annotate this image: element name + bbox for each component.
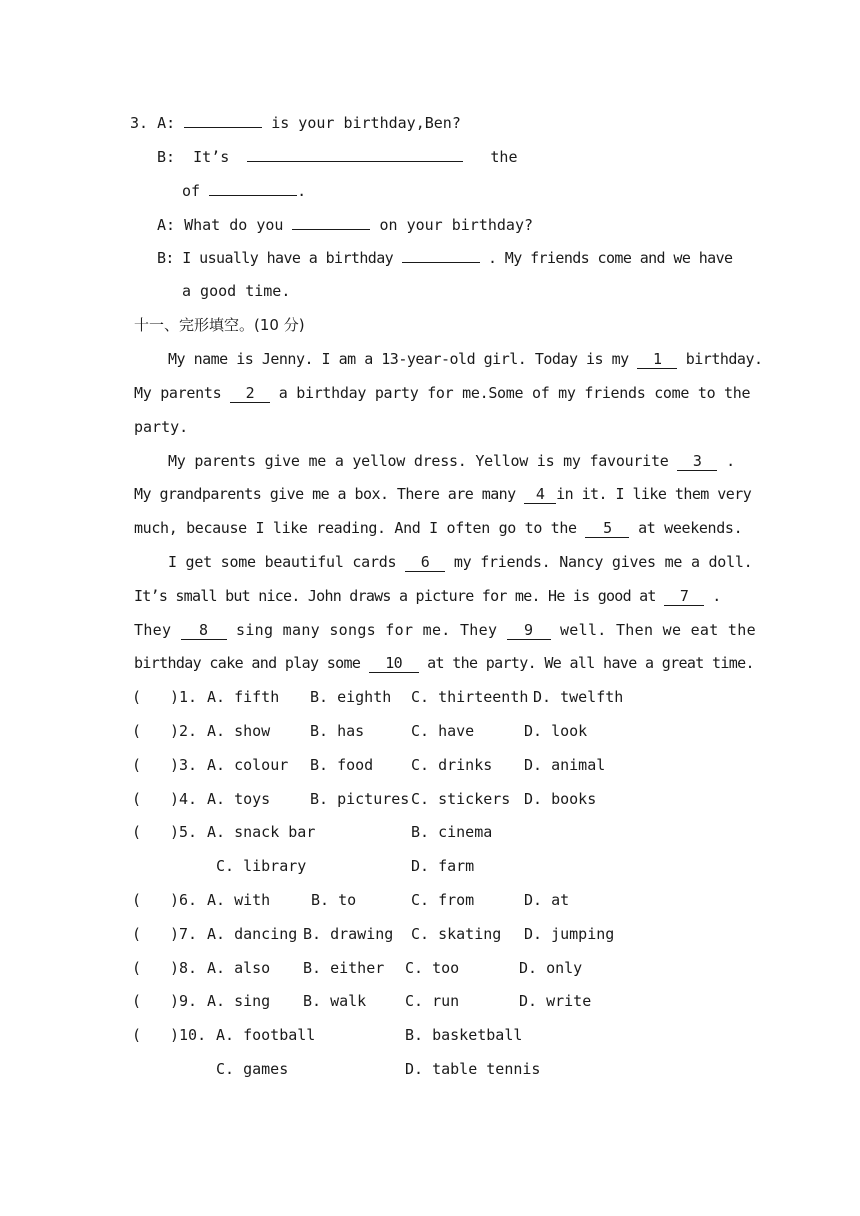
answer-paren[interactable]: ( bbox=[132, 992, 142, 1010]
section-title: 十一、完形填空。 bbox=[134, 316, 255, 334]
option-d[interactable]: D. farm bbox=[411, 857, 475, 875]
option-d[interactable]: D. look bbox=[524, 722, 588, 740]
option-b[interactable]: B. has bbox=[310, 722, 365, 740]
speaker-a: A: bbox=[157, 114, 176, 132]
passage-line bbox=[134, 383, 750, 403]
option-c[interactable]: C. library bbox=[216, 857, 307, 875]
q3-line-2 bbox=[157, 146, 518, 167]
blank-number[interactable]: 8 bbox=[181, 622, 227, 640]
option-a[interactable]: A. toys bbox=[207, 790, 271, 808]
option-c[interactable]: C. have bbox=[411, 722, 475, 740]
passage-text: in it. I like them very bbox=[556, 485, 752, 503]
dialog-text: . bbox=[297, 182, 307, 200]
passage-line bbox=[134, 586, 721, 606]
dialog-text: on your birthday? bbox=[379, 216, 534, 234]
dialog-text: A: What do you bbox=[157, 216, 284, 234]
answer-blank[interactable] bbox=[184, 112, 262, 128]
blank-number[interactable]: 1 bbox=[637, 351, 677, 369]
passage-text: birthday. bbox=[685, 350, 763, 368]
option-a[interactable]: A. sing bbox=[207, 992, 271, 1010]
passage-line bbox=[134, 484, 751, 504]
blank-number[interactable]: 6 bbox=[405, 554, 445, 572]
passage-line bbox=[134, 653, 754, 673]
answer-paren[interactable]: ( bbox=[132, 925, 142, 943]
q3-line-1 bbox=[130, 112, 461, 133]
passage-line bbox=[134, 518, 742, 538]
passage-line bbox=[134, 417, 188, 437]
question-number: )3. bbox=[170, 756, 198, 774]
option-c[interactable]: C. thirteenth bbox=[411, 688, 529, 706]
option-c[interactable]: C. from bbox=[411, 891, 475, 909]
answer-paren[interactable]: ( bbox=[132, 1026, 142, 1044]
option-c[interactable]: C. run bbox=[405, 992, 460, 1010]
answer-blank[interactable] bbox=[292, 214, 370, 230]
blank-number[interactable]: 4 bbox=[524, 486, 556, 504]
q3-line-3 bbox=[182, 180, 306, 201]
option-a[interactable]: A. snack bar bbox=[207, 823, 316, 841]
option-c[interactable]: C. games bbox=[216, 1060, 289, 1078]
option-a[interactable]: A. show bbox=[207, 722, 271, 740]
blank-number[interactable]: 2 bbox=[230, 385, 270, 403]
option-a[interactable]: A. football bbox=[216, 1026, 316, 1044]
dialog-text: B: I usually have a birthday bbox=[157, 249, 394, 267]
dialog-text: of bbox=[182, 182, 201, 200]
passage-text: at the party. We all have a great time. bbox=[427, 654, 754, 672]
option-c[interactable]: C. too bbox=[405, 959, 460, 977]
question-number: )4. bbox=[170, 790, 198, 808]
passage-line bbox=[134, 620, 756, 640]
option-d[interactable]: D. only bbox=[519, 959, 583, 977]
passage-line bbox=[168, 552, 752, 572]
blank-number[interactable]: 9 bbox=[507, 622, 551, 640]
option-b[interactable]: B. eighth bbox=[310, 688, 392, 706]
passage-text: my friends. Nancy gives me a doll. bbox=[453, 553, 753, 571]
answer-blank[interactable] bbox=[209, 180, 297, 196]
option-b[interactable]: B. drawing bbox=[303, 925, 394, 943]
dialog-text: It’s bbox=[193, 148, 230, 166]
question-number: )5. bbox=[170, 823, 198, 841]
passage-text: My name is Jenny. I am a 13-year-old girl. Today is my bbox=[168, 350, 629, 368]
question-number: )9. bbox=[170, 992, 198, 1010]
section-score: (10 分) bbox=[254, 316, 305, 334]
passage-text: I get some beautiful cards bbox=[168, 553, 397, 571]
option-d[interactable]: D. table tennis bbox=[405, 1060, 541, 1078]
blank-number[interactable]: 7 bbox=[664, 588, 704, 606]
option-d[interactable]: D. books bbox=[524, 790, 597, 808]
passage-text: . bbox=[712, 587, 721, 605]
answer-paren[interactable]: ( bbox=[132, 959, 142, 977]
option-a[interactable]: A. colour bbox=[207, 756, 289, 774]
passage-line bbox=[168, 349, 763, 369]
option-c[interactable]: C. drinks bbox=[411, 756, 493, 774]
passage-text: They bbox=[134, 621, 172, 639]
option-d[interactable]: D. at bbox=[524, 891, 570, 909]
passage-text: My grandparents give me a box. There are many bbox=[134, 485, 516, 503]
dialog-text: the bbox=[490, 148, 518, 166]
q3-line-5 bbox=[157, 247, 732, 268]
answer-paren[interactable]: ( bbox=[132, 756, 142, 774]
option-a[interactable]: A. with bbox=[207, 891, 271, 909]
passage-text: My parents give me a yellow dress. Yellow is my favourite bbox=[168, 452, 669, 470]
option-c[interactable]: C. skating bbox=[411, 925, 502, 943]
passage-text: It’s small but nice. John draws a picture for me. He is good at bbox=[134, 587, 656, 605]
passage-text: birthday cake and play some bbox=[134, 654, 361, 672]
option-b[interactable]: B. pictures bbox=[310, 790, 410, 808]
dialog-text: a good time. bbox=[182, 282, 291, 300]
option-d[interactable]: D. write bbox=[519, 992, 592, 1010]
blank-number[interactable]: 3 bbox=[677, 453, 717, 471]
passage-text: much, because I like reading. And I often go to the bbox=[134, 519, 577, 537]
option-d[interactable]: D. jumping bbox=[524, 925, 615, 943]
question-number: )10. bbox=[170, 1026, 207, 1044]
passage-text: at weekends. bbox=[638, 519, 743, 537]
option-b[interactable]: B. either bbox=[303, 959, 385, 977]
answer-paren[interactable]: ( bbox=[132, 823, 142, 841]
option-b[interactable]: B. to bbox=[311, 891, 357, 909]
question-number: 3. bbox=[130, 114, 149, 132]
answer-blank[interactable] bbox=[247, 146, 463, 162]
section-header bbox=[134, 315, 305, 335]
answer-paren[interactable]: ( bbox=[132, 891, 142, 909]
answer-paren[interactable]: ( bbox=[132, 688, 142, 706]
question-number: )1. bbox=[170, 688, 198, 706]
passage-line bbox=[168, 451, 735, 471]
q3-line-4 bbox=[157, 214, 533, 235]
speaker-b: B: bbox=[157, 148, 176, 166]
answer-blank[interactable] bbox=[402, 247, 480, 263]
passage-text: My parents bbox=[134, 384, 222, 402]
option-a[interactable]: A. fifth bbox=[207, 688, 280, 706]
question-number: )7. bbox=[170, 925, 198, 943]
blank-number[interactable]: 5 bbox=[585, 520, 629, 538]
option-a[interactable]: A. also bbox=[207, 959, 271, 977]
passage-text: well. Then we eat the bbox=[559, 621, 756, 639]
blank-number[interactable]: 10 bbox=[369, 655, 419, 673]
option-b[interactable]: B. cinema bbox=[411, 823, 493, 841]
option-b[interactable]: B. food bbox=[310, 756, 374, 774]
passage-text: a birthday party for me.Some of my friends come to the bbox=[278, 384, 751, 402]
option-a[interactable]: A. dancing bbox=[207, 925, 298, 943]
passage-text: . bbox=[726, 452, 735, 470]
option-d[interactable]: D. twelfth bbox=[533, 688, 624, 706]
dialog-text: is your birthday,Ben? bbox=[271, 114, 461, 132]
option-b[interactable]: B. walk bbox=[303, 992, 367, 1010]
question-number: )8. bbox=[170, 959, 198, 977]
passage-text: sing many songs for me. They bbox=[236, 621, 498, 639]
answer-paren[interactable]: ( bbox=[132, 722, 142, 740]
question-number: )6. bbox=[170, 891, 198, 909]
option-b[interactable]: B. basketball bbox=[405, 1026, 523, 1044]
q3-line-6 bbox=[182, 281, 290, 301]
question-number: )2. bbox=[170, 722, 198, 740]
option-d[interactable]: D. animal bbox=[524, 756, 606, 774]
option-c[interactable]: C. stickers bbox=[411, 790, 511, 808]
dialog-text: . My friends come and we have bbox=[487, 249, 733, 267]
passage-text: party. bbox=[134, 418, 189, 436]
answer-paren[interactable]: ( bbox=[132, 790, 142, 808]
